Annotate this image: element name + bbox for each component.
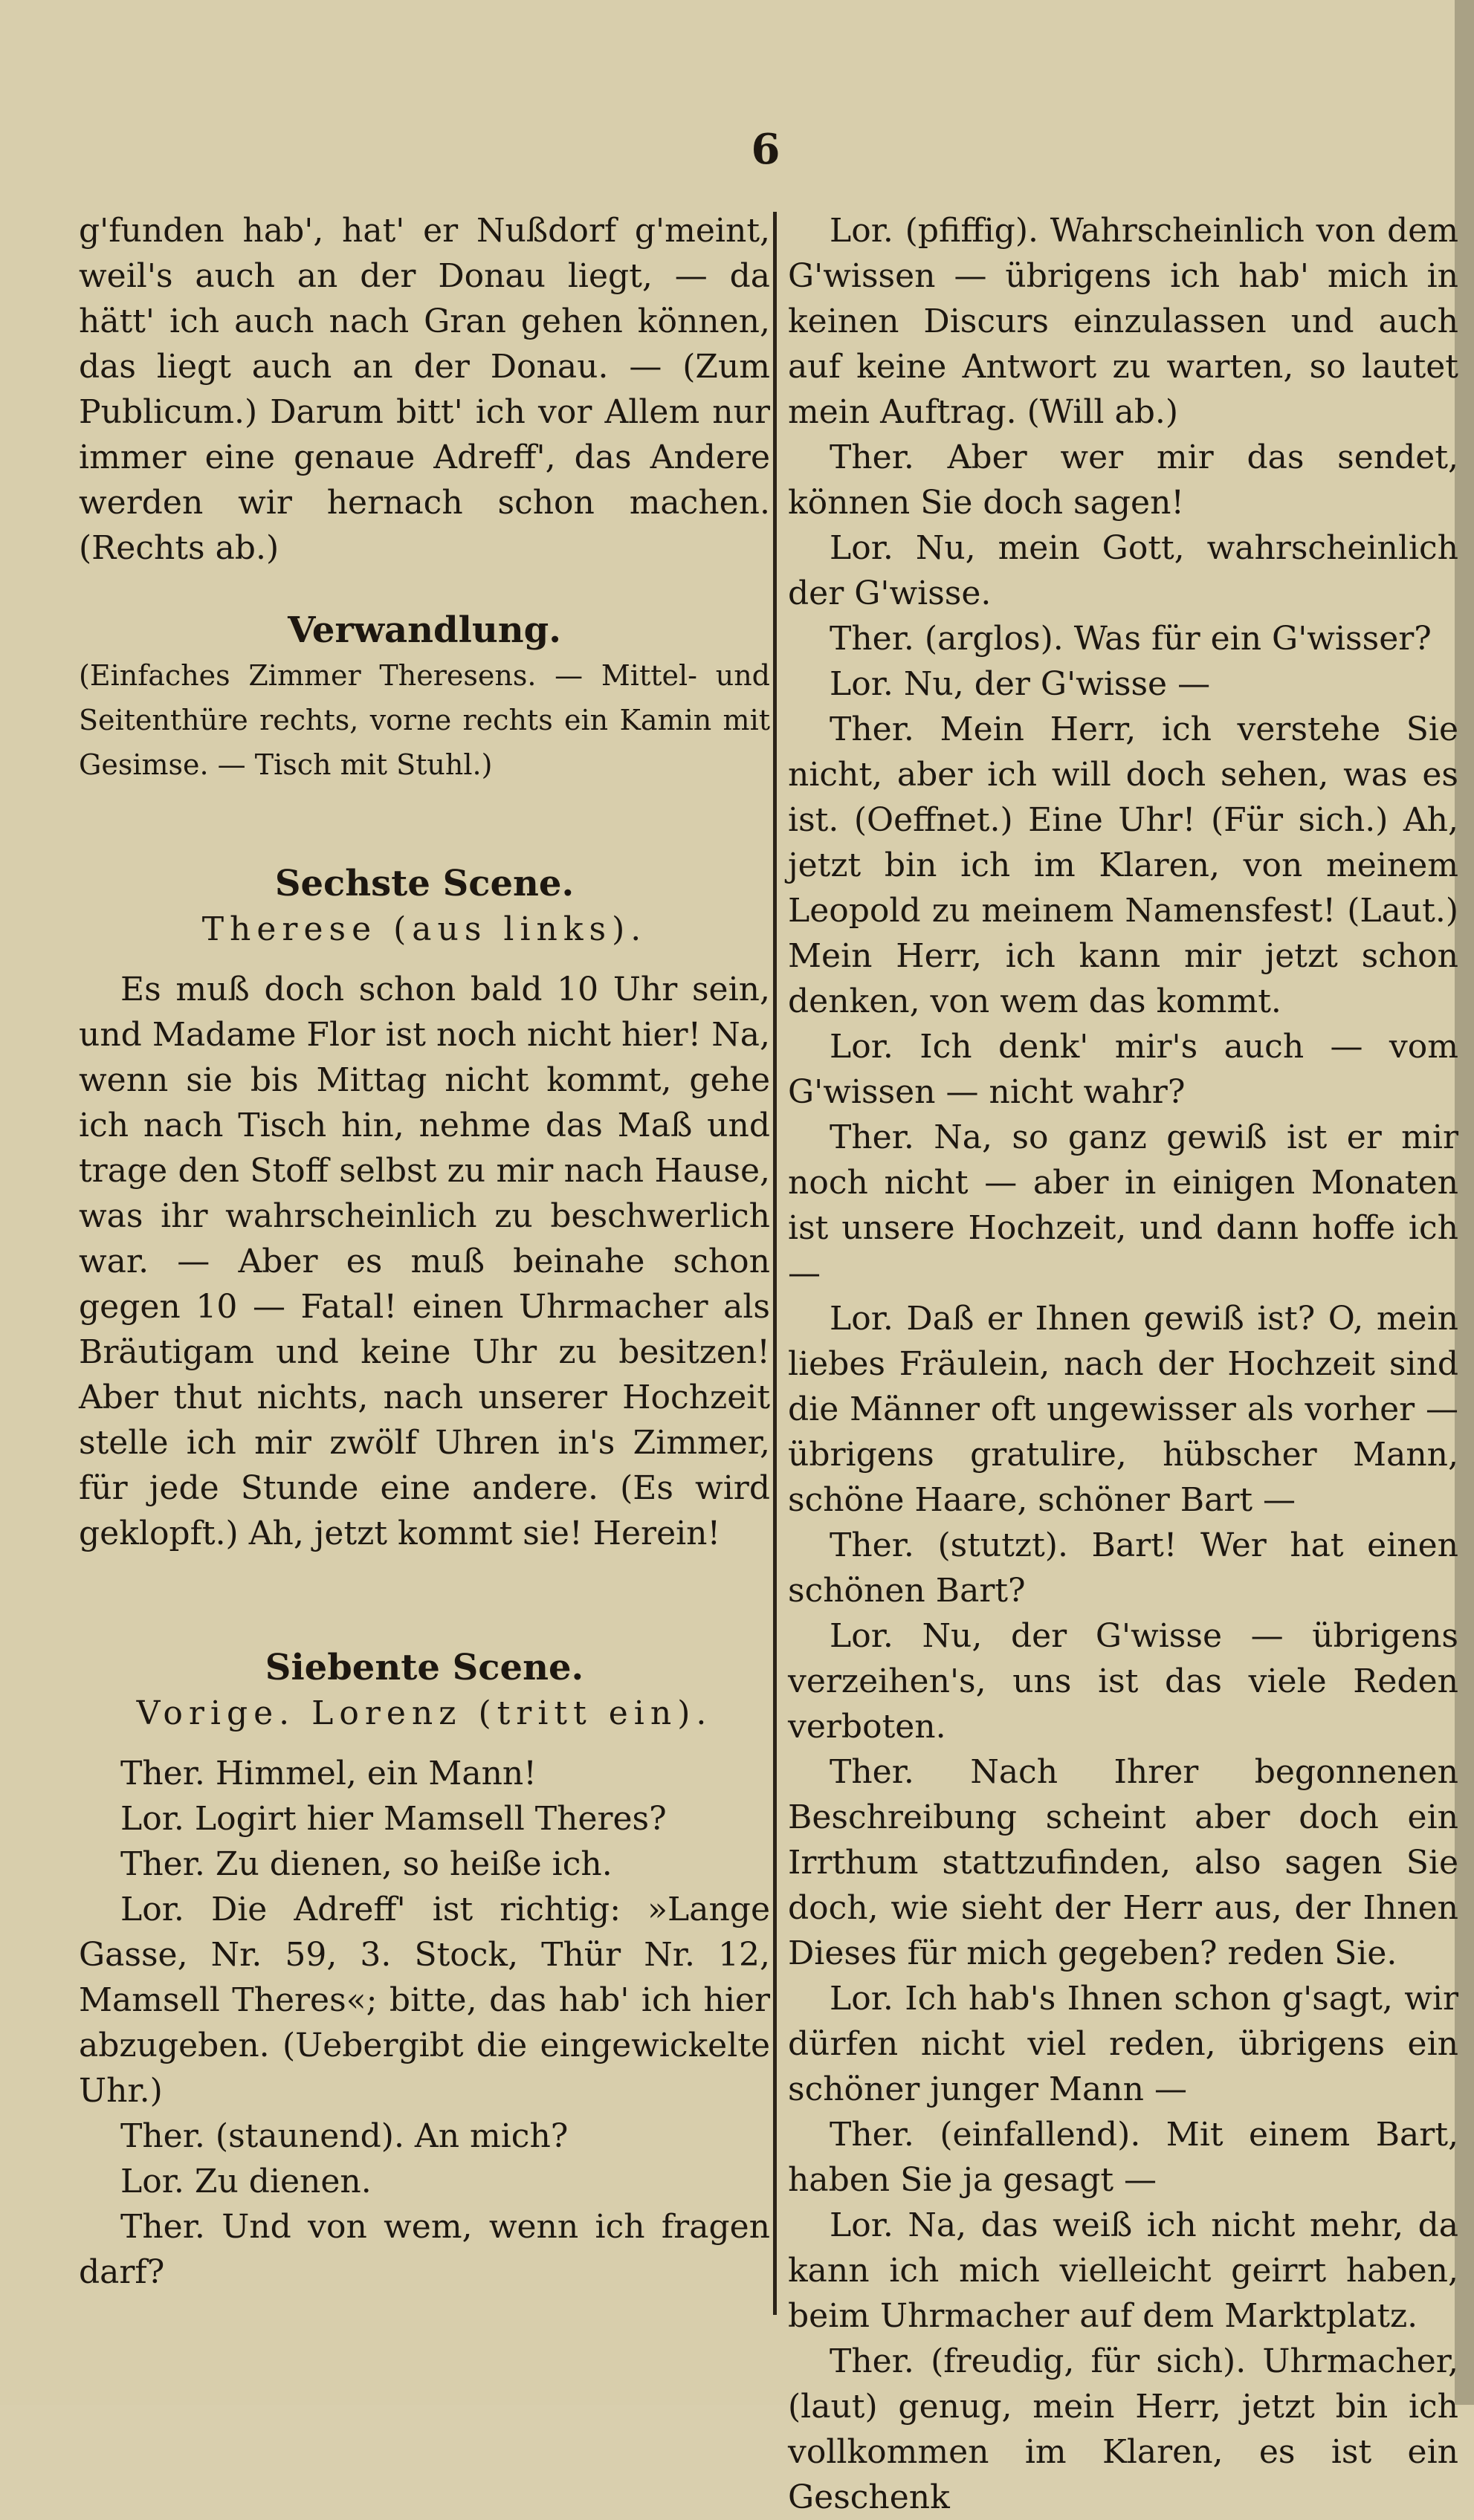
- dialogue-paragraph: Ther. (stutzt). Bart! Wer hat einen schönen Bart?: [788, 1526, 1458, 1610]
- dialogue-paragraph: Lor. (pfiffig). Wahrscheinlich von dem G'wissen — übrigens ich hab' mich in keinen Discurs einzulassen und auch auf keine Antwort zu warten, so lautet mein Auftrag. (Will ab.): [788, 212, 1458, 431]
- text-paragraph: g'funden hab', hat' er Nußdorf g'meint, weil's auch an der Donau liegt, — da hätt' ich auch nach Gran gehen können, das liegt auch an der Donau. — (Zum Publicum.) Darum bitt' ich vor Allem nur immer eine genaue Adreff', das Andere werden wir hernach schon machen. (Rechts ab.): [79, 212, 770, 567]
- spacer: [79, 1556, 770, 1645]
- right-column: [788, 208, 1458, 2520]
- scene-heading: Verwandlung.: [288, 609, 561, 651]
- dialogue-paragraph: Lor. Na, das weiß ich nicht mehr, da kann ich mich vielleicht geirrt haben, beim Uhrmacher auf dem Marktplatz.: [788, 2206, 1458, 2335]
- dialogue-paragraph: Es muß doch schon bald 10 Uhr sein, und Madame Flor ist noch nicht hier! Na, wenn sie bis Mittag nicht kommt, gehe ich nach Tisch hin, nehme das Maß und trage den Stoff selbst zu mir nach Hause, was ihr wahrscheinlich zu beschwerlich war. — Aber es muß beinahe schon gegen 10 — Fatal! einen Uhrmacher als Bräutigam und keine Uhr zu besitzen! Aber thut nichts, nach unserer Hochzeit stelle ich mir zwölf Uhren in's Zimmer, für jede Stunde eine andere. (Es wird geklopft.) Ah, jetzt kommt sie! Herein!: [79, 971, 770, 1552]
- dialogue-paragraph: Ther. Himmel, ein Mann!: [120, 1755, 537, 1792]
- column-divider: [773, 212, 777, 2315]
- dialogue-paragraph: Lor. Zu dienen.: [120, 2163, 372, 2200]
- spacer: [79, 787, 770, 861]
- dialogue-paragraph: Lor. Nu, der G'wisse — übrigens verzeihen's, uns ist das viele Reden verboten.: [788, 1617, 1458, 1746]
- dialogue-paragraph: Lor. Ich hab's Ihnen schon g'sagt, wir dürfen nicht viel reden, übrigens ein schöner junger Mann —: [788, 1980, 1458, 2108]
- scene-heading: Siebente Scene.: [265, 1647, 584, 1688]
- spacer: [79, 952, 770, 967]
- dialogue-paragraph: Lor. Nu, mein Gott, wahrscheinlich der G'wisse.: [788, 529, 1458, 612]
- dialogue-paragraph: Ther. (staunend). An mich?: [120, 2117, 569, 2155]
- dialogue-paragraph: Lor. Logirt hier Mamsell Theres?: [120, 1800, 667, 1838]
- spacer: [79, 1736, 770, 1751]
- dialogue-paragraph: Ther. (einfallend). Mit einem Bart, haben Sie ja gesagt —: [788, 2116, 1458, 2199]
- dialogue-paragraph: Lor. Daß er Ihnen gewiß ist? O, mein liebes Fräulein, nach der Hochzeit sind die Männer oft ungewisser als vorher — übrigens gratulire, hübscher Mann, schöne Haare, schöner Bart —: [788, 1300, 1458, 1519]
- spacer: [79, 571, 770, 608]
- dialogue-paragraph: Ther. Und von wem, wenn ich fragen darf?: [79, 2208, 770, 2291]
- dialogue-paragraph: Lor. Nu, der G'wisse —: [830, 665, 1211, 703]
- dialogue-paragraph: Ther. Aber wer mir das sendet, können Sie doch sagen!: [788, 438, 1458, 522]
- dialogue-paragraph: Ther. (freudig, für sich). Uhrmacher, (laut) genug, mein Herr, jetzt bin ich vollkommen im Klaren, es ist ein Geschenk: [788, 2342, 1458, 2516]
- dialogue-paragraph: Ther. (arglos). Was für ein G'wisser?: [830, 620, 1432, 658]
- persons-line: Therese (aus links).: [201, 910, 647, 948]
- left-column: [79, 208, 770, 2295]
- dialogue-paragraph: Lor. Die Adreff' ist richtig: »Lange Gasse, Nr. 59, 3. Stock, Thür Nr. 12, Mamsell Theres«; bitte, das hab' ich hier abzugeben. (Uebergibt die eingewickelte Uhr.): [79, 1891, 770, 2110]
- page-number: 6: [751, 125, 780, 174]
- stage-direction: (Einfaches Zimmer Theresens. — Mittel- und Seitenthüre rechts, vorne rechts ein Kamin mit Gesimse. — Tisch mit Stuhl.): [79, 659, 770, 781]
- persons-line: Vorige. Lorenz (tritt ein).: [136, 1694, 713, 1732]
- dialogue-paragraph: Ther. Zu dienen, so heiße ich.: [120, 1845, 612, 1883]
- dialogue-paragraph: Ther. Nach Ihrer begonnenen Beschreibung scheint aber doch ein Irrthum stattzufinden, also sagen Sie doch, wie sieht der Herr aus, der Ihnen Dieses für mich gegeben? reden Sie.: [788, 1753, 1458, 1972]
- dialogue-paragraph: Ther. Mein Herr, ich verstehe Sie nicht, aber ich will doch sehen, was es ist. (Oeffnet.) Eine Uhr! (Für sich.) Ah, jetzt bin ich im Klaren, von meinem Leopold zu meinem Namensfest! (Laut.) Mein Herr, ich kann mir jetzt schon denken, von wem das kommt.: [788, 710, 1458, 1020]
- dialogue-paragraph: Lor. Ich denk' mir's auch — vom G'wissen — nicht wahr?: [788, 1028, 1458, 1111]
- scene-heading: Sechste Scene.: [274, 863, 575, 904]
- dialogue-paragraph: Ther. Na, so ganz gewiß ist er mir noch nicht — aber in einigen Monaten ist unsere Hochzeit, und dann hoffe ich —: [788, 1118, 1458, 1292]
